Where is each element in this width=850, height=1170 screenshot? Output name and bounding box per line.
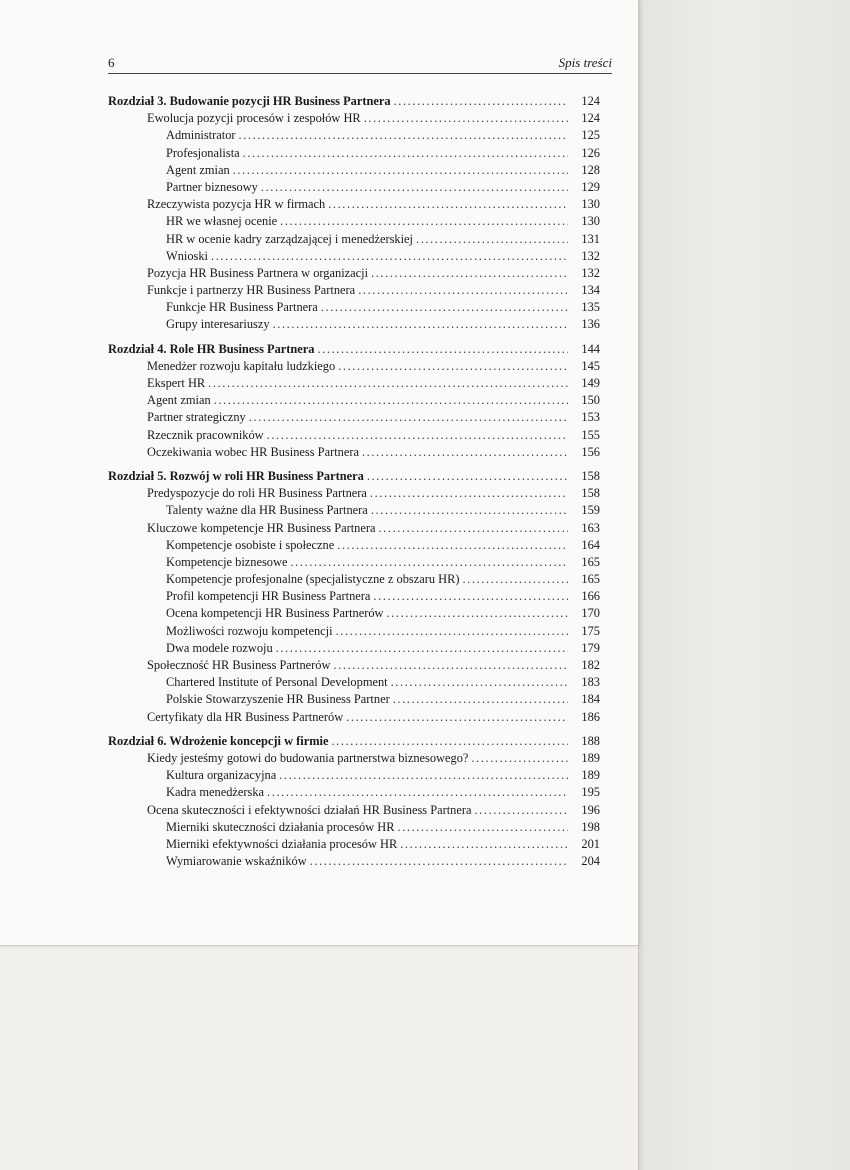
page-edge-shadow (639, 0, 645, 1170)
toc-entry-title: Kompetencje osobiste i społeczne (166, 537, 335, 552)
toc-section-entry (108, 375, 600, 392)
toc-subsection-entry (108, 853, 600, 870)
toc-subsection-entry (108, 767, 600, 784)
toc-page-number: 198 (581, 819, 600, 834)
toc-subsection-entry (108, 145, 600, 162)
toc-page-number: 134 (581, 283, 600, 298)
toc-page-number: 136 (581, 317, 600, 332)
toc-page-number: 129 (581, 179, 600, 194)
toc-entry-title: Dwa modele rozwoju (166, 640, 273, 655)
dot-leader (267, 427, 568, 444)
dot-leader (321, 299, 568, 316)
toc-section-entry (108, 520, 600, 537)
toc-entry-title: Ocena kompetencji HR Business Partnerów (166, 606, 384, 621)
toc-chapter-entry (108, 733, 600, 750)
dot-leader (373, 588, 568, 605)
dot-leader (214, 392, 568, 409)
toc-entry-title: Partner strategiczny (147, 410, 246, 425)
toc-entry-title: Certyfikaty dla HR Business Partnerów (147, 709, 344, 724)
toc-subsection-entry (108, 784, 600, 801)
toc-entry-title: Kompetencje biznesowe (166, 554, 288, 569)
dot-leader (249, 409, 568, 426)
toc-entry-title: Agent zmian (166, 162, 230, 177)
toc-section-entry (108, 657, 600, 674)
toc-page-number: 124 (581, 94, 600, 108)
toc-page-number: 163 (581, 520, 600, 535)
toc-entry-title: Grupy interesariuszy (166, 317, 270, 332)
toc-page-number: 204 (581, 854, 600, 869)
dot-leader (371, 265, 568, 282)
dot-leader (416, 231, 568, 248)
toc-entry-title: Rozdział 5. Rozwój w roli HR Business Partnera (108, 468, 364, 483)
toc-page-number: 153 (581, 410, 600, 425)
toc-subsection-entry (108, 605, 600, 622)
toc-entry-title: Rozdział 4. Role HR Business Partnera (108, 341, 315, 356)
toc-subsection-entry (108, 502, 600, 519)
toc-subsection-entry (108, 674, 600, 691)
dot-leader (400, 836, 568, 853)
toc-page-number: 150 (581, 393, 600, 408)
toc-subsection-entry (108, 691, 600, 708)
toc-entry-title: Mierniki skuteczności działania procesów HR (166, 819, 395, 834)
dot-leader (333, 657, 568, 674)
toc-entry-title: Funkcje HR Business Partnera (166, 300, 318, 315)
page-header (108, 53, 612, 74)
toc-entry-title: Menedżer rozwoju kapitału ludzkiego (147, 358, 336, 373)
toc-page-number: 166 (581, 589, 600, 604)
toc-page-number: 130 (581, 197, 600, 212)
running-title: Spis treści (558, 55, 612, 70)
toc-entry-title: Kluczowe kompetencje HR Business Partnera (147, 520, 376, 535)
toc-entry-title: Rozdział 3. Budowanie pozycji HR Business Partnera (108, 94, 391, 108)
toc-subsection-entry (108, 231, 600, 248)
toc-section-entry (108, 427, 600, 444)
toc-entry-title: Społeczność HR Business Partnerów (147, 658, 331, 672)
dot-leader (331, 733, 568, 750)
table-of-contents (108, 93, 600, 870)
toc-entry-title: Administrator (166, 128, 236, 143)
dot-leader (391, 674, 568, 691)
toc-page-number: 164 (581, 537, 600, 552)
toc-entry-title: Rozdział 6. Wdrożenie koncepcji w firmie (108, 733, 329, 748)
toc-page-number: 195 (581, 785, 600, 800)
toc-page-number: 131 (581, 231, 600, 246)
toc-page-number: 156 (581, 444, 600, 459)
toc-page-number: 184 (581, 692, 600, 707)
dot-leader (471, 750, 568, 767)
toc-page-number: 179 (581, 640, 600, 655)
toc-section-entry (108, 444, 600, 461)
toc-entry-title: Predyspozycje do roli HR Business Partnera (147, 486, 367, 501)
dot-leader (273, 316, 568, 333)
toc-subsection-entry (108, 179, 600, 196)
dot-leader (261, 179, 568, 196)
toc-page-number: 188 (581, 733, 600, 748)
dot-leader (367, 468, 568, 485)
toc-chapter-entry (108, 93, 600, 110)
toc-entry-title: Agent zmian (147, 393, 211, 408)
toc-section-entry (108, 485, 600, 502)
toc-subsection-entry (108, 819, 600, 836)
toc-page-number: 196 (581, 802, 600, 817)
page-number: 6 (108, 55, 115, 70)
toc-page-number: 145 (581, 358, 600, 373)
lower-page-area (0, 946, 639, 1170)
adjacent-page (639, 0, 850, 1170)
toc-entry-title: Kiedy jesteśmy gotowi do budowania partnerstwa biznesowego? (147, 750, 469, 765)
toc-entry-title: HR w ocenie kadry zarządzającej i menedżerskiej (166, 231, 413, 246)
toc-page-number: 149 (581, 376, 600, 390)
dot-leader (474, 802, 568, 819)
dot-leader (211, 248, 568, 265)
toc-page-number: 158 (581, 486, 600, 501)
toc-entry-title: Wnioski (166, 248, 208, 263)
toc-page-number: 183 (581, 675, 600, 690)
toc-page-number: 132 (581, 265, 600, 280)
dot-leader (346, 709, 568, 726)
toc-page-number: 132 (581, 248, 600, 263)
toc-entry-title: Funkcje i partnerzy HR Business Partnera (147, 283, 356, 298)
dot-leader (370, 485, 568, 502)
toc-page-number: 125 (581, 128, 600, 143)
dot-leader (239, 127, 568, 144)
toc-page-number: 170 (581, 606, 600, 621)
toc-section-entry (108, 282, 600, 299)
toc-entry-title: Ekspert HR (147, 376, 206, 390)
dot-leader (318, 341, 569, 358)
toc-subsection-entry (108, 537, 600, 554)
toc-entry-title: Profesjonalista (166, 145, 240, 160)
dot-leader (233, 162, 568, 179)
toc-subsection-entry (108, 640, 600, 657)
toc-page-number: 128 (581, 162, 600, 177)
toc-page-number: 165 (581, 572, 600, 587)
toc-page-number: 130 (581, 214, 600, 229)
dot-leader (276, 640, 568, 657)
dot-leader (279, 767, 568, 784)
dot-leader (310, 853, 568, 870)
toc-subsection-entry (108, 623, 600, 640)
toc-subsection-entry (108, 316, 600, 333)
dot-leader (328, 196, 568, 213)
toc-page-number: 201 (581, 836, 600, 851)
toc-page-number: 182 (581, 658, 600, 672)
toc-page-number: 155 (581, 427, 600, 442)
dot-leader (393, 691, 568, 708)
dot-leader (397, 819, 568, 836)
dot-leader (364, 110, 568, 127)
dot-leader (362, 444, 568, 461)
dot-leader (337, 537, 568, 554)
toc-section-entry (108, 709, 600, 726)
toc-entry-title: Partner biznesowy (166, 179, 258, 194)
toc-section-entry (108, 409, 600, 426)
dot-leader (243, 145, 568, 162)
toc-entry-title: Kultura organizacyjna (166, 768, 277, 783)
toc-page-number: 175 (581, 623, 600, 638)
toc-entry-title: Pozycja HR Business Partnera w organizacji (147, 265, 369, 280)
toc-entry-title: HR we własnej ocenie (166, 214, 278, 229)
toc-section-entry (108, 392, 600, 409)
dot-leader (394, 93, 568, 110)
toc-entry-title: Profil kompetencji HR Business Partnera (166, 589, 371, 604)
dot-leader (336, 623, 568, 640)
toc-entry-title: Ocena skuteczności i efektywności działań HR Business Partnera (147, 802, 472, 817)
toc-entry-title: Talenty ważne dla HR Business Partnera (166, 503, 368, 518)
dot-leader (208, 375, 568, 392)
toc-entry-title: Mierniki efektywności działania procesów HR (166, 836, 398, 851)
toc-page-number: 126 (581, 145, 600, 160)
dot-leader (462, 571, 568, 588)
toc-section-entry (108, 265, 600, 282)
toc-section-entry (108, 110, 600, 127)
dot-leader (290, 554, 568, 571)
toc-subsection-entry (108, 127, 600, 144)
toc-page-number: 165 (581, 554, 600, 569)
toc-section-entry (108, 196, 600, 213)
toc-entry-title: Możliwości rozwoju kompetencji (166, 623, 333, 638)
dot-leader (371, 502, 568, 519)
dot-leader (267, 784, 568, 801)
toc-page-number: 189 (581, 768, 600, 783)
dot-leader (378, 520, 568, 537)
dot-leader (280, 213, 568, 230)
toc-subsection-entry (108, 554, 600, 571)
toc-subsection-entry (108, 213, 600, 230)
toc-chapter-entry (108, 341, 600, 358)
toc-page-number: 135 (581, 300, 600, 315)
toc-entry-title: Oczekiwania wobec HR Business Partnera (147, 444, 359, 459)
toc-subsection-entry (108, 588, 600, 605)
toc-entry-title: Polskie Stowarzyszenie HR Business Partner (166, 692, 390, 707)
toc-entry-title: Ewolucja pozycji procesów i zespołów HR (147, 111, 361, 126)
toc-entry-title: Rzecznik pracowników (147, 427, 264, 442)
toc-subsection-entry (108, 248, 600, 265)
toc-section-entry (108, 358, 600, 375)
dot-leader (338, 358, 568, 375)
toc-section-entry (108, 750, 600, 767)
dot-leader (358, 282, 568, 299)
toc-entry-title: Wymiarowanie wskaźników (166, 854, 307, 869)
dot-leader (386, 605, 568, 622)
toc-chapter-entry (108, 468, 600, 485)
toc-page-number: 159 (581, 503, 600, 518)
toc-page-number: 144 (581, 341, 600, 356)
toc-page-number: 158 (581, 468, 600, 483)
toc-entry-title: Rzeczywista pozycja HR w firmach (147, 197, 326, 212)
toc-page-number: 124 (581, 111, 600, 126)
toc-section-entry (108, 802, 600, 819)
toc-subsection-entry (108, 571, 600, 588)
toc-page-number: 189 (581, 750, 600, 765)
toc-page-number: 186 (581, 709, 600, 724)
toc-subsection-entry (108, 299, 600, 316)
toc-entry-title: Kadra menedżerska (166, 785, 265, 800)
toc-entry-title: Kompetencje profesjonalne (specjalistyczne z obszaru HR) (166, 572, 460, 587)
toc-entry-title: Chartered Institute of Personal Development (166, 675, 388, 690)
toc-subsection-entry (108, 162, 600, 179)
toc-subsection-entry (108, 836, 600, 853)
